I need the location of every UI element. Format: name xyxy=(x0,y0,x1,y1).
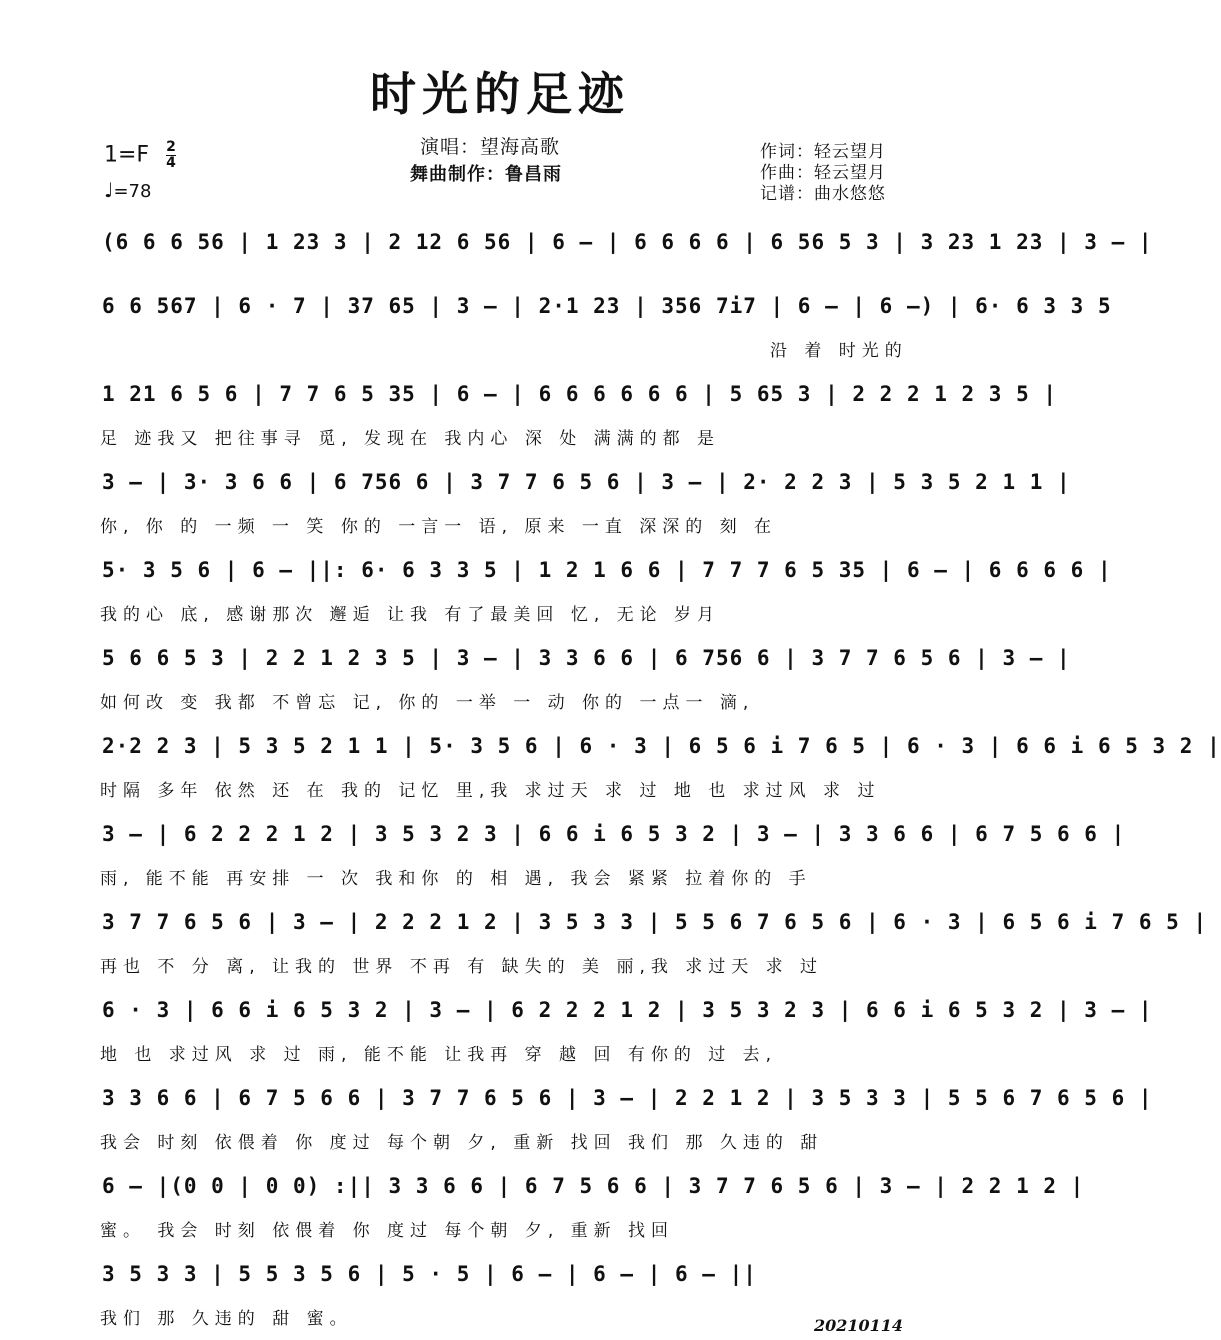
performer-credit: 演唱：望海高歌 xyxy=(420,136,561,158)
lyric-line-13: 我们 那 久违的 甜 蜜。 xyxy=(100,1309,353,1329)
quarter-note-icon: ♩ xyxy=(104,178,114,202)
author-credits xyxy=(760,142,886,205)
notation-line-3: 1 21 6 5 6 | 7 7 6 5 35 | 6 – | 6 6 6 6 6 6 | 5 65 3 | 2 2 2 1 2 3 5 | xyxy=(102,382,1058,406)
notation-line-8: 3 – | 6 2 2 2 1 2 | 3 5 3 2 3 | 6 6 i 6 5 3 2 | 3 – | 3 3 6 6 | 6 7 5 6 6 | xyxy=(102,822,1126,846)
notation-line-12: 6 – |(0 0 | 0 0) :|| 3 3 6 6 | 6 7 5 6 6 | 3 7 7 6 5 6 | 3 – | 2 2 1 2 | xyxy=(102,1174,1085,1198)
notation-line-11: 3 3 6 6 | 6 7 5 6 6 | 3 7 7 6 5 6 | 3 – | 2 2 1 2 | 3 5 3 3 | 5 5 6 7 6 5 6 | xyxy=(102,1086,1153,1110)
lyric-line-9: 再也 不 分 离, 让我的 世界 不再 有 缺失的 美 丽,我 求过天 求 过 xyxy=(100,957,824,977)
producer-credit: 舞曲制作：鲁昌雨 xyxy=(410,164,562,185)
notation-line-13: 3 5 3 3 | 5 5 3 5 6 | 5 · 5 | 6 – | 6 – | 6 – || xyxy=(102,1262,757,1286)
lyric-line-4: 你, 你 的 一频 一 笑 你的 一言一 语, 原来 一直 深深的 刻 在 xyxy=(100,517,778,537)
lyric-line-7: 时隔 多年 依然 还 在 我的 记忆 里,我 求过天 求 过 地 也 求过风 求 过 xyxy=(100,781,881,801)
notation-line-1: (6 6 6 56 | 1 23 3 | 2 12 6 56 | 6 – | 6 6 6 6 | 6 56 5 3 | 3 23 1 23 | 3 – | xyxy=(102,230,1153,254)
transcriber-credit: 记谱：曲水悠悠 xyxy=(760,184,886,204)
time-signature-top: 2 xyxy=(166,139,176,155)
lyric-line-6: 如何改 变 我都 不曾忘 记, 你的 一举 一 动 你的 一点一 滴, xyxy=(100,693,755,713)
notation-line-10: 6 · 3 | 6 6 i 6 5 3 2 | 3 – | 6 2 2 2 1 2 | 3 5 3 2 3 | 6 6 i 6 5 3 2 | 3 – | xyxy=(102,998,1153,1022)
key-label: 1=F xyxy=(104,142,150,168)
notation-line-4: 3 – | 3· 3 6 6 | 6 756 6 | 3 7 7 6 5 6 | 3 – | 2· 2 2 3 | 5 3 5 2 1 1 | xyxy=(102,470,1071,494)
lyric-line-3: 足 迹我又 把往事寻 觅, 发现在 我内心 深 处 满满的都 是 xyxy=(100,429,721,449)
tempo-value: =78 xyxy=(113,181,152,202)
date-stamp: 20210114 xyxy=(814,1316,904,1335)
composer-credit: 作曲：轻云望月 xyxy=(760,163,886,183)
lyric-line-2: 沿 着 时光的 xyxy=(770,341,908,361)
time-signature xyxy=(166,140,176,171)
lyric-line-12: 蜜。 我会 时刻 依偎着 你 度过 每个朝 夕, 重新 找回 xyxy=(100,1221,675,1241)
song-title: 时光的足迹 xyxy=(370,67,630,121)
notation-line-6: 5 6 6 5 3 | 2 2 1 2 3 5 | 3 – | 3 3 6 6 | 6 756 6 | 3 7 7 6 5 6 | 3 – | xyxy=(102,646,1071,670)
time-signature-bottom: 4 xyxy=(166,155,176,171)
notation-line-7: 2·2 2 3 | 5 3 5 2 1 1 | 5· 3 5 6 | 6 · 3 | 6 5 6 i 7 6 5 | 6 · 3 | 6 6 i 6 5 3 2 | xyxy=(102,734,1221,758)
tempo-marking xyxy=(104,178,151,202)
notation-line-2: 6 6 567 | 6 · 7 | 37 65 | 3 – | 2·1 23 | 356 7i7 | 6 – | 6 –) | 6· 6 3 3 5 xyxy=(102,294,1112,318)
key-signature xyxy=(104,140,176,171)
lyric-line-8: 雨, 能不能 再安排 一 次 我和你 的 相 遇, 我会 紧紧 拉着你的 手 xyxy=(100,869,812,889)
lyric-line-5: 我的心 底, 感谢那次 邂逅 让我 有了最美回 忆, 无论 岁月 xyxy=(100,605,721,625)
notation-line-9: 3 7 7 6 5 6 | 3 – | 2 2 2 1 2 | 3 5 3 3 | 5 5 6 7 6 5 6 | 6 · 3 | 6 5 6 i 7 6 5 | xyxy=(102,910,1208,934)
notation-line-5: 5· 3 5 6 | 6 – ||: 6· 6 3 3 5 | 1 2 1 6 6 | 7 7 7 6 5 35 | 6 – | 6 6 6 6 | xyxy=(102,558,1112,582)
lyricist-credit: 作词：轻云望月 xyxy=(760,142,886,162)
lyric-line-11: 我会 时刻 依偎着 你 度过 每个朝 夕, 重新 找回 我们 那 久违的 甜 xyxy=(100,1133,824,1153)
lyric-line-10: 地 也 求过风 求 过 雨, 能不能 让我再 穿 越 回 有你的 过 去, xyxy=(100,1045,778,1065)
